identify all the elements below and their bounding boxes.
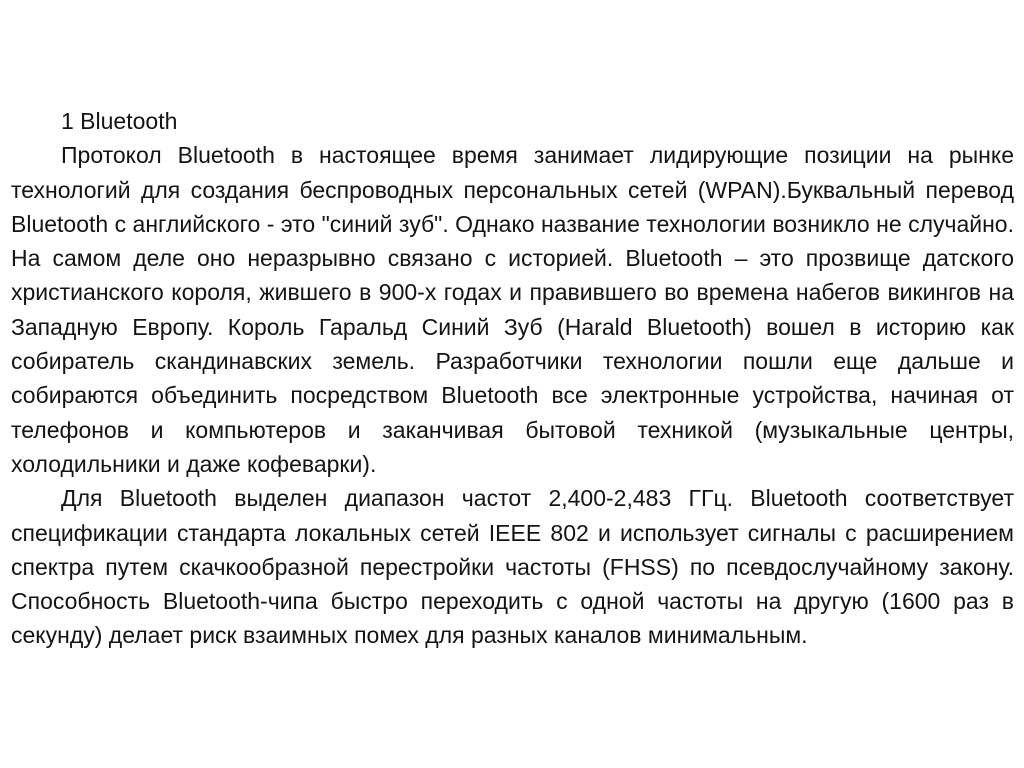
paragraph-history: Протокол Bluetooth в настоящее время занимает лидирующие позиции на рынке технологий для создания беспроводных персональных сетей (WPAN).Буквальный перевод Bluetooth с английского - это "синий зуб". Однако название технологии возникло не случайно. На самом деле оно неразрывно связано с историей. Bluetooth – это прозвище датского христианского короля, жившего в 900-х годах и правившего во времена набегов викингов на Западную Европу. Король Гаральд Синий Зуб (Harald Bluetooth) вошел в историю как собиратель скандинавских земель. Разработчики технологии пошли еще дальше и собираются объединить посредством Bluetooth все электронные устройства, начиная от телефонов и компьютеров и заканчивая бытовой техникой (музыкальные центры, холодильники и даже кофеварки).	[11, 142, 1014, 477]
section-heading: 1 Bluetooth	[61, 108, 178, 134]
paragraph-frequency: Для Bluetooth выделен диапазон частот 2,400-2,483 ГГц. Bluetooth соответствует спецификации стандарта локальных сетей IEEE 802 и использует сигналы с расширением спектра путем скачкообразной перестройки частоты (FHSS) по псевдослучайному закону. Способность Bluetooth-чипа быстро переходить с одной частоты на другую (1600 раз в секунду) делает риск взаимных помех для разных каналов минимальным.	[11, 485, 1014, 649]
document-body	[11, 104, 1014, 653]
